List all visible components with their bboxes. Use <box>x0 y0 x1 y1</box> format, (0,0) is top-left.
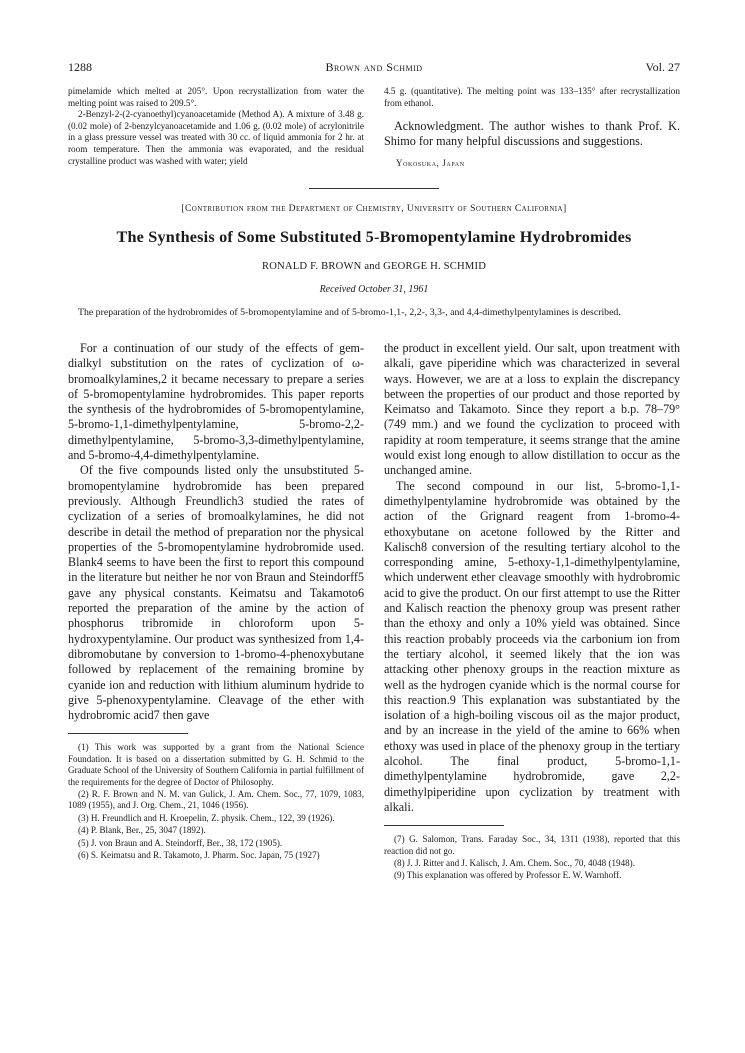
article-body <box>68 341 680 883</box>
footnotes-right <box>384 834 680 882</box>
contribution-line: [Contribution from the Department of Chemistry, University of Southern California] <box>181 202 567 214</box>
footnote: (7) G. Salomon, Trans. Faraday Soc., 34, 1311 (1938), reported that this reaction did not go. <box>384 834 680 856</box>
previous-article-left-column <box>68 86 364 168</box>
footnote: (5) J. von Braun and A. Steindorff, Ber., 38, 172 (1905). <box>78 837 283 848</box>
received-date: Received October 31, 1961 <box>319 283 429 295</box>
experimental-note: 4.5 g. (quantitative). The melting point was 133–135° after recrystallization from ethanol. <box>384 86 680 108</box>
footnote-divider <box>384 825 504 826</box>
body-paragraph: For a continuation of our study of the effects of gem-dialkyl substitution on the rates of cyclization of ω-bromoalkylamines,2 it became necessary to prepare a series of 5-bromopentylamine hydrobromides. This paper reports the synthesis of the hydrobromides of 5-bromopentylamine, 5-bromo-1,1-dimethylpentylamine, 5-bromo-2,2-dimethylpentylamine, 5-bromo-3,3-dimethylpentylamine, and 5-bromo-4,4-dimethylpentylamine. <box>68 340 364 463</box>
experimental-paragraph: 2-Benzyl-2-(2-cyanoethyl)cyanoacetamide (Method A). A mixture of 3.48 g. (0.02 mole) of 2-benzylcyanoacetamide and 1.06 g. (0.02 mole) of acrylonitrile in a glass pressure vessel was treated with 30 cc. of liquid ammonia for 2 hr. at room temperature. Then the ammonia was evaporated, and the residual crystalline product was washed with water; yield <box>68 109 364 166</box>
running-header <box>68 60 680 78</box>
footnote: (1) This work was supported by a grant from the National Science Foundation. It is based on a dissertation submitted by G. H. Schmid to the Graduate School of the University of Southern California in partial fulfillment of the requirements for the degree of Doctor of Philosophy. <box>68 742 364 787</box>
article-title: The Synthesis of Some Substituted 5-Bromopentylamine Hydrobromides <box>116 227 632 246</box>
footnote: (2) R. F. Brown and N. M. van Gulick, J. Am. Chem. Soc., 77, 1079, 1083, 1089 (1955), and J. Org. Chem., 21, 1046 (1956). <box>68 789 364 811</box>
body-paragraph: Of the five compounds listed only the unsubstituted 5-bromopentylamine hydrobromide has been prepared previously. Although Freundlich3 studied the rates of cyclization of a series of bromoalkylamines, he did not describe in detail the method of preparation nor the physical properties of the 5-bromopentylamine hydrobromide used. Blank4 seems to have been the first to report this compound in the literature but neither he nor von Braun and Steindorff5 gave any physical constants. Keimatsu and Takamoto6 reported the preparation of the amine by the action of phosphorus tribromide in chloroform upon 5-hydroxypentylamine. Our product was synthesized from 1,4-dibromobutane by conversion to 1-bromo-4-phenoxybutane followed by replacement of the remaining bromine by cyanide ion and reduction with lithium aluminum hydride to give 5-phenoxypentylamine. Cleavage of the ether with hydrobromic acid7 then gave <box>68 463 364 723</box>
experimental-paragraph: pimelamide which melted at 205°. Upon recrystallization from water the melting point was raised to 209.5°. <box>68 86 364 108</box>
volume-label: Vol. 27 <box>645 60 680 74</box>
footnote: (4) P. Blank, Ber., 25, 3047 (1892). <box>78 825 206 836</box>
body-paragraph: the product in excellent yield. Our salt, upon treatment with alkali, gave piperidine which was characterized in several ways. However, we are at a loss to explain the discrepancy between the properties of our product and those reported by Keimatso and Takamoto. Since they report a b.p. 78–79° (749 mm.) and we found the cyclization to proceed with rapidity at room temperature, it seems strange that the amine would exist long enough to allow distillation to occur as the unchanged amine. <box>384 340 680 478</box>
running-title: Brown and Schmid <box>325 60 423 74</box>
abstract: The preparation of the hydrobromides of 5-bromopentylamine and of 5-bromo-1,1-, 2,2-, 3,3-, and 4,4-dimethylpentylamines is described. <box>78 306 621 318</box>
body-paragraph: The second compound in our list, 5-bromo-1,1-dimethylpentylamine hydrobromide was obtained by the action of the Grignard reagent from 1-bromo-4-ethoxybutane on acetone followed by the Ritter and Kalisch8 conversion of the resulting tertiary alcohol to the corresponding amine, 5-ethoxy-1,1-dimethylpentylamine, which underwent ether cleavage smoothly with hydrobromic acid to give the product. On our first attempt to use the Ritter and Kalisch reaction the phenoxy group was present rather than the ethoxy and only a 10% yield was obtained. Since this reaction probably proceeds via the carbonium ion from the tertiary alcohol, it seemed likely that the ion was attacking other phenoxy groups in the reaction mixture as well as the hydrogen cyanide which is the normal course for this reaction.9 This explanation was substantiated by the isolation of a high-boiling viscous oil as the major product, and by an increase in the yield of the amine to 66% when ethoxy was used in place of the phenoxy group in the tertiary alcohol. The final product, 5-bromo-1,1-dimethylpentylamine hydrobromide, gave 2,2-dimethylpiperidine upon cyclization by treatment with alkali. <box>384 478 680 814</box>
acknowledgment: Acknowledgment. The author wishes to thank Prof. K. Shimo for many helpful discussions and suggestions. <box>384 119 680 149</box>
previous-article-right-column <box>384 86 680 168</box>
article-authors: RONALD F. BROWN and GEORGE H. SCHMID <box>261 260 487 272</box>
body-left-column <box>68 341 364 883</box>
previous-article-tail <box>68 86 680 168</box>
section-divider <box>309 188 439 189</box>
journal-page <box>68 60 680 883</box>
footnote: (6) S. Keimatsu and R. Takamoto, J. Pharm. Soc. Japan, 75 (1927) <box>78 850 320 861</box>
body-right-column <box>384 341 680 883</box>
author-location: Yokosuka, Japan <box>396 157 465 168</box>
footnotes-left <box>68 742 364 861</box>
footnote: (3) H. Freundlich and H. Kroepelin, Z. physik. Chem., 122, 39 (1926). <box>78 812 335 823</box>
footnote: (9) This explanation was offered by Professor E. W. Warnhoff. <box>394 870 622 881</box>
footnote: (8) J. J. Ritter and J. Kalisch, J. Am. Chem. Soc., 70, 4048 (1948). <box>394 858 635 868</box>
footnote-divider <box>68 733 188 734</box>
page-number: 1288 <box>68 60 92 74</box>
